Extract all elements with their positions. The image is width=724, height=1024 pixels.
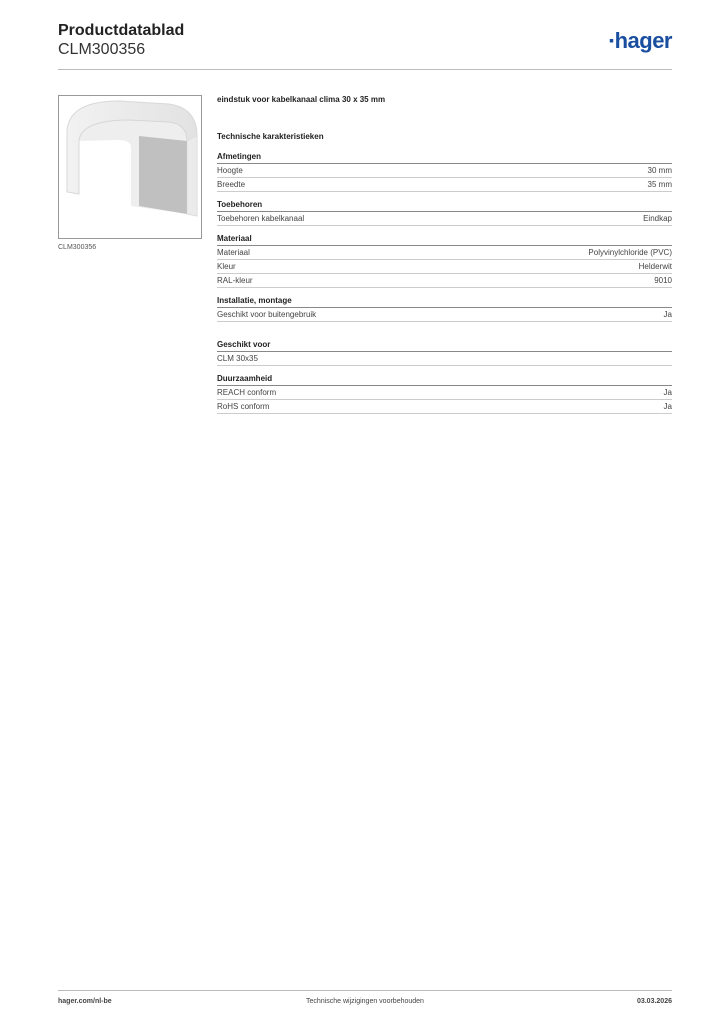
spec-label: Geschikt voor buitengebruik — [217, 310, 317, 319]
spec-row — [217, 274, 672, 288]
page-header — [58, 22, 672, 70]
section-duurzaamheid — [217, 374, 672, 414]
spec-value: Ja — [663, 402, 672, 411]
spec-label: RAL-kleur — [217, 276, 253, 285]
section-afmetingen — [217, 152, 672, 192]
section-geschikt-voor — [217, 340, 672, 366]
section-installatie — [217, 296, 672, 322]
section-title: Afmetingen — [217, 152, 672, 164]
spec-label: Kleur — [217, 262, 236, 271]
spec-value: 35 mm — [647, 180, 672, 189]
end-cap-illustration — [59, 96, 201, 238]
product-description: eindstuk voor kabelkanaal clima 30 x 35 mm — [217, 95, 386, 104]
spec-label: Materiaal — [217, 248, 250, 257]
spec-content — [217, 95, 672, 422]
spec-label: CLM 30x35 — [217, 354, 258, 363]
spec-value: 9010 — [654, 276, 672, 285]
page-title: Productdatablad — [58, 22, 185, 39]
spec-label: RoHS conform — [217, 402, 270, 411]
footer-notice: Technische wijzigingen voorbehouden — [306, 998, 424, 1005]
spec-row — [217, 308, 672, 322]
section-title: Duurzaamheid — [217, 374, 672, 386]
spec-row — [217, 164, 672, 178]
section-title: Installatie, montage — [217, 296, 672, 308]
spec-label: REACH conform — [217, 388, 277, 397]
section-toebehoren — [217, 200, 672, 226]
spec-row — [217, 386, 672, 400]
spec-label: Toebehoren kabelkanaal — [217, 214, 305, 223]
footer-website: hager.com/nl-be — [58, 998, 112, 1005]
section-title: Materiaal — [217, 234, 672, 246]
spec-row — [217, 246, 672, 260]
tech-heading: Technische karakteristieken — [217, 132, 324, 141]
header-divider — [58, 69, 672, 70]
spec-value: Polyvinylchloride (PVC) — [588, 248, 672, 257]
spec-row — [217, 400, 672, 414]
product-image — [58, 95, 202, 239]
spec-label: Hoogte — [217, 166, 243, 175]
logo-text: hager — [614, 28, 672, 53]
image-caption: CLM300356 — [58, 244, 97, 251]
spec-value: Eindkap — [643, 214, 672, 223]
spec-label: Breedte — [217, 180, 246, 189]
product-code: CLM300356 — [58, 41, 146, 58]
spec-value: Ja — [663, 388, 672, 397]
spec-row — [217, 260, 672, 274]
spec-row — [217, 352, 672, 366]
footer-divider — [58, 990, 672, 991]
section-title: Toebehoren — [217, 200, 672, 212]
footer-date: 03.03.2026 — [636, 998, 672, 1005]
section-materiaal — [217, 234, 672, 288]
spec-value: 30 mm — [647, 166, 672, 175]
spec-value: Helderwit — [638, 262, 672, 271]
hager-logo: ▪hager — [609, 28, 672, 53]
spec-value: Ja — [663, 310, 672, 319]
spec-row — [217, 212, 672, 226]
section-title: Geschikt voor — [217, 340, 672, 352]
spec-row — [217, 178, 672, 192]
